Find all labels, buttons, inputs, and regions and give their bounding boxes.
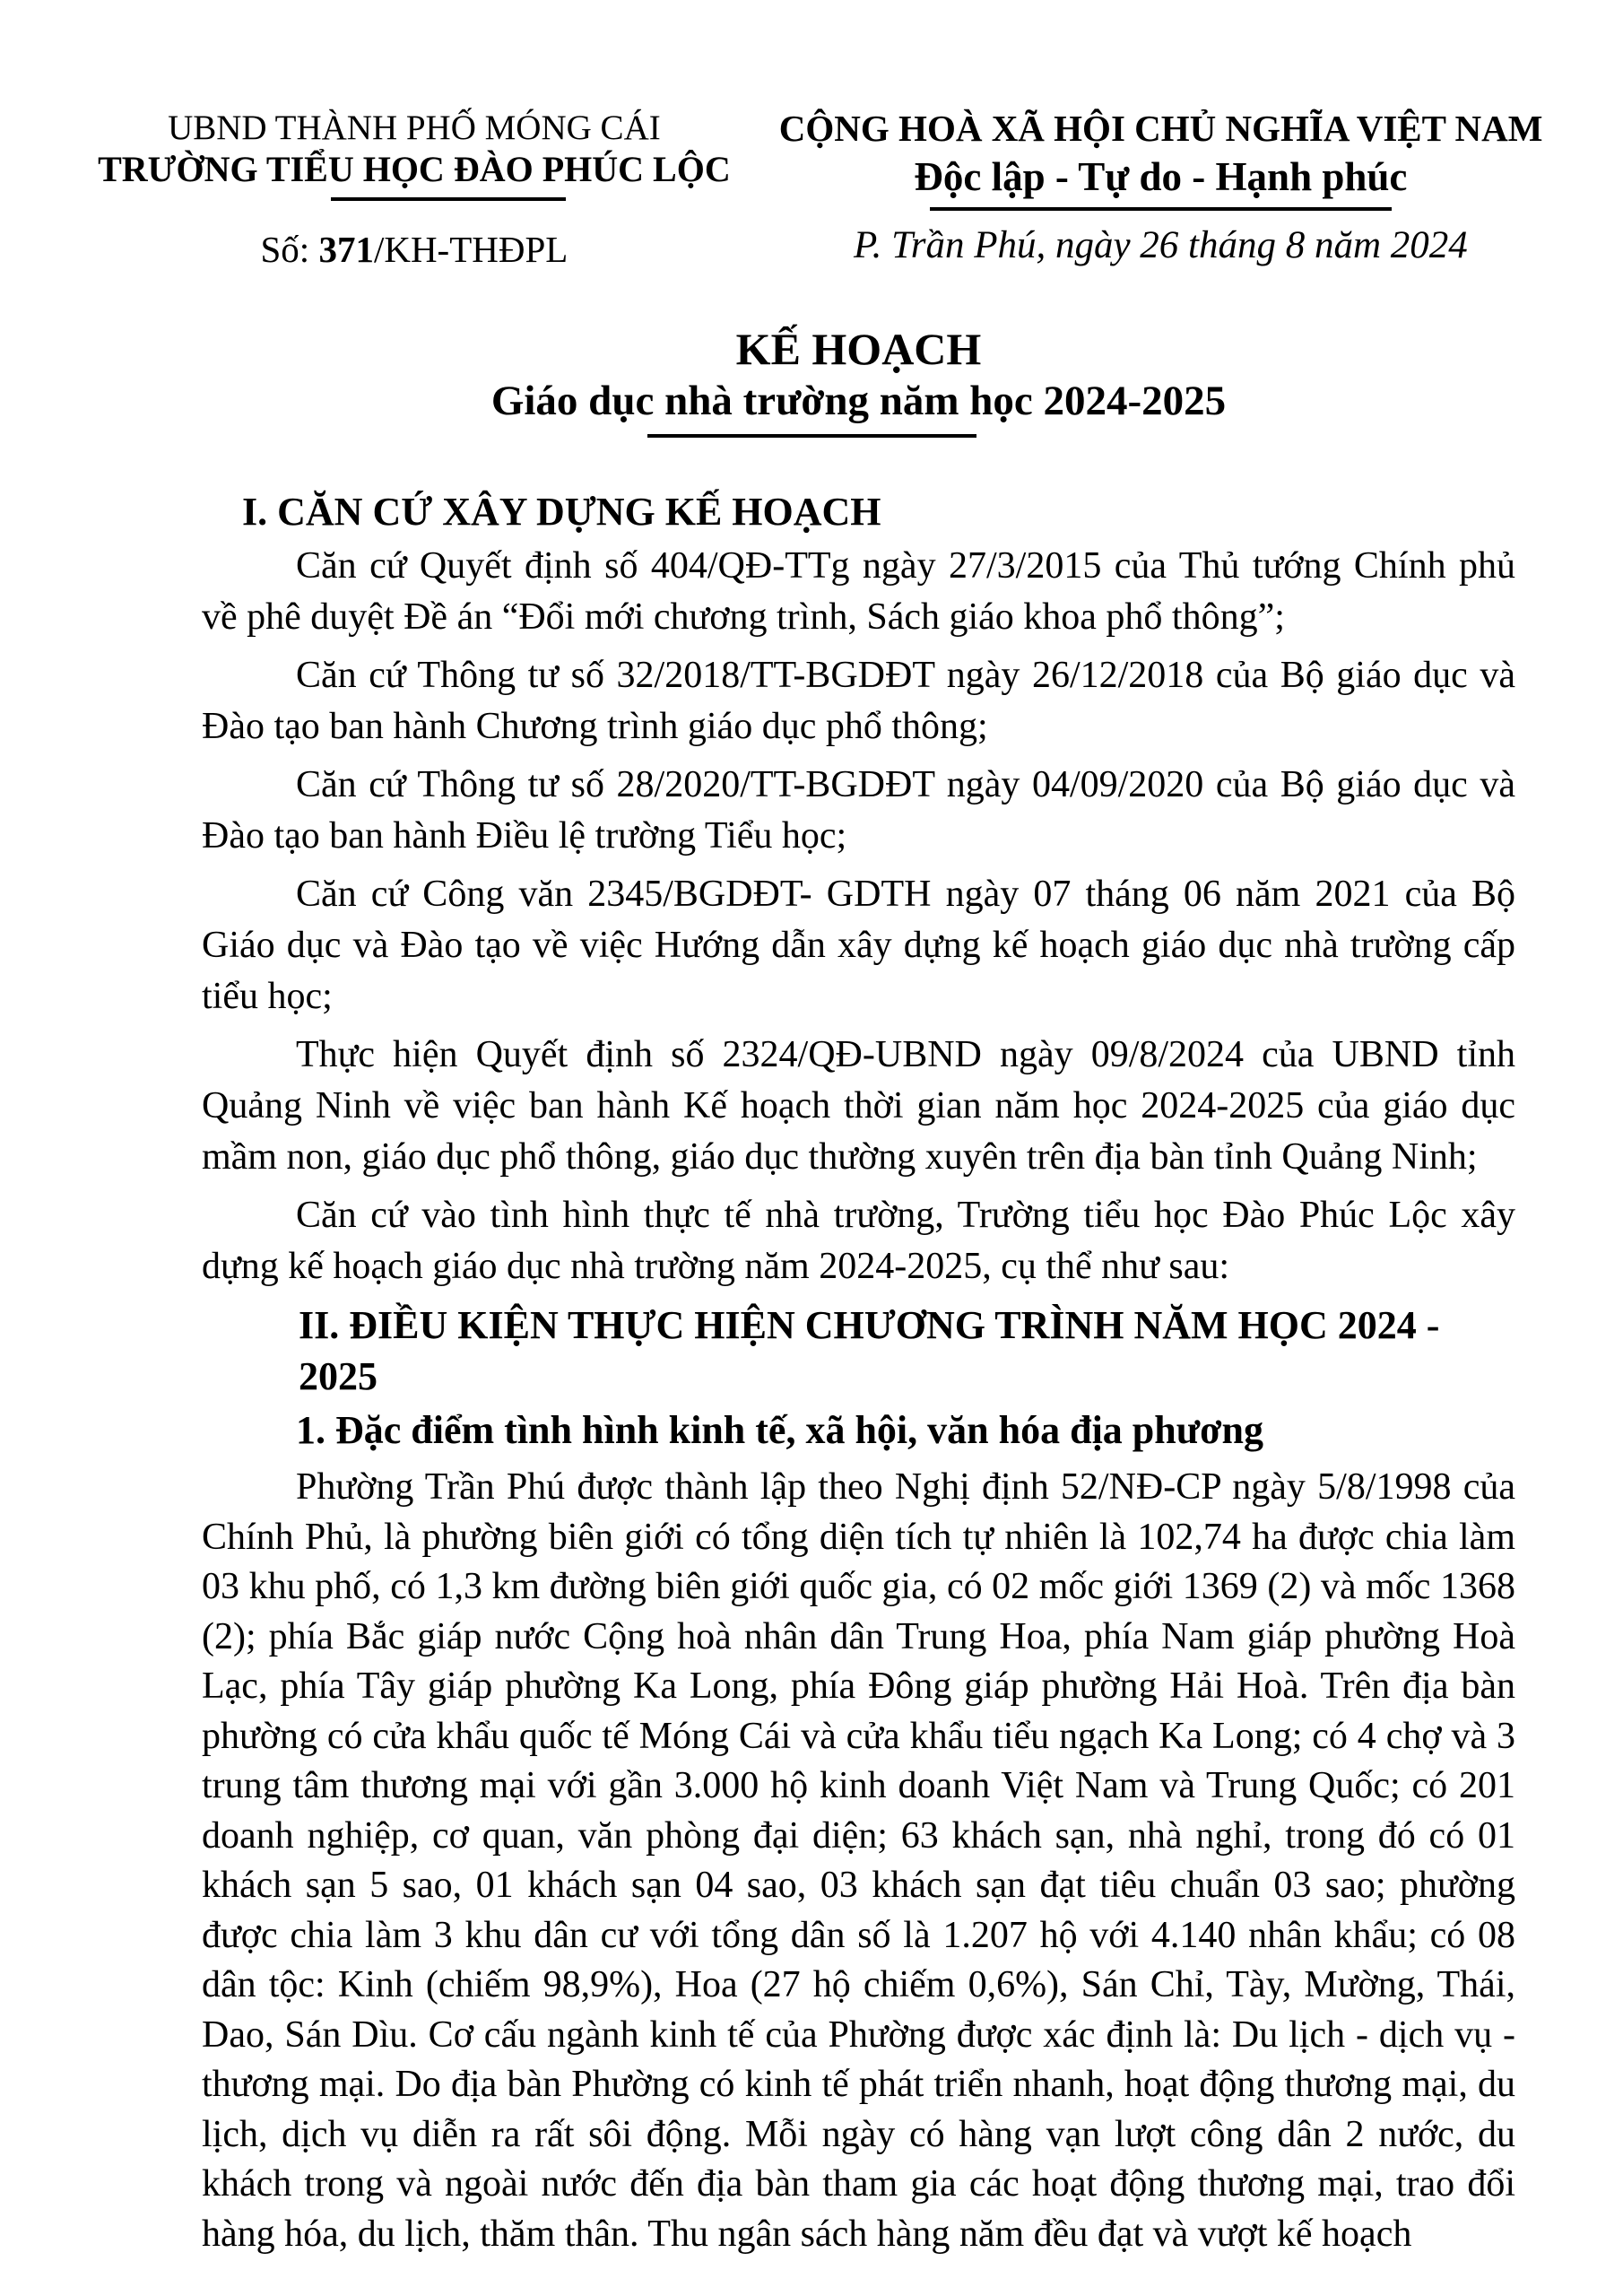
legal-basis-paragraph: Căn cứ Công văn 2345/BGDĐT- GDTH ngày 07 tháng 06 năm 2021 của Bộ Giáo dục và Đào tạo về việc Hướng dẫn xây dựng kế hoạch giáo dục nhà trường cấp tiểu học; [202,874,1515,1017]
local-context-paragraph: Phường Trần Phú được thành lập theo Nghị định 52/NĐ-CP ngày 5/8/1998 của Chính Phủ, là phường biên giới có tổng diện tích tự nhiên là 102,74 ha được chia làm 03 khu phố, có 1,3 km đường biên giới quốc gia, có 02 mốc giới 1369 (2) và mốc 1368 (2); phía Bắc giáp nước Cộng hoà nhân dân Trung Hoa, phía Nam giáp phường Hoà Lạc, phía Tây giáp phường Ka Long, phía Đông giáp phường Hải Hoà. Trên địa bàn phường có cửa khẩu quốc tế Móng Cái và cửa khẩu tiểu ngạch Ka Long; có 4 chợ và 3 trung tâm thương mại với gần 3.000 hộ kinh doanh Việt Nam và Trung Quốc; có 201 doanh nghiệp, cơ quan, văn phòng đại diện; 63 khách sạn, nhà nghỉ, trong đó có 01 khách sạn 5 sao, 01 khách sạn 04 sao, 03 khách sạn đạt tiêu chuẩn 03 sao; phường được chia làm 3 khu dân cư với tổng dân số là 1.207 hộ với 4.140 nhân khẩu; có 08 dân tộc: Kinh (chiếm 98,9%), Hoa (27 hộ chiếm 0,6%), Sán Chỉ, Tày, Mường, Thái, Dao, Sán Dìu. Cơ cấu ngành kinh tế của Phường được xác định là: Du lịch - dịch vụ - thương mại. Do địa bàn Phường có kinh tế phát triển nhanh, hoạt động thương mại, du lịch, dịch vụ diễn ra rất sôi động. Mỗi ngày có hàng vạn lượt công dân 2 nước, du khách trong và ngoài nước đến địa bàn tham gia các hoạt động thương mại, trao đổi hàng hóa, du lịch, thăm thân. Thu ngân sách hàng năm đều đạt và vượt kế hoạch [202,1466,1515,2255]
title-underline [647,434,976,438]
legal-basis-paragraph: Căn cứ Thông tư số 32/2018/TT-BGDĐT ngày 26/12/2018 của Bộ giáo dục và Đào tạo ban hành Chương trình giáo dục phổ thông; [202,655,1515,747]
legal-basis-paragraph: Căn cứ Thông tư số 28/2020/TT-BGDĐT ngày 04/09/2020 của Bộ giáo dục và Đào tạo ban hành Điều lệ trường Tiểu học; [202,764,1515,857]
document-subtitle: Giáo dục nhà trường năm học 2024-2025 [490,378,1227,424]
org-underline [331,197,566,201]
document-body [202,323,1515,2259]
subsection-1-heading: 1. Đặc điểm tình hình kinh tế, xã hội, văn hóa địa phương [296,1408,1263,1452]
legal-basis-paragraph: Căn cứ vào tình hình thực tế nhà trường, Trường tiểu học Đào Phúc Lộc xây dựng kế hoạch giáo dục nhà trường năm 2024-2025, cụ thể như sau: [202,1195,1515,1287]
issuing-org-parent: UBND THÀNH PHỐ MÓNG CÁI [168,109,661,147]
doc-number-suffix: /KH-THĐPL [373,229,568,270]
national-title: CỘNG HOÀ XÃ HỘI CHỦ NGHĨA VIỆT NAM [778,108,1543,149]
motto-underline [930,207,1392,211]
document-header [0,108,1623,271]
issuing-org-block [0,108,779,271]
national-motto-block [779,108,1623,271]
legal-basis-paragraph: Căn cứ Quyết định số 404/QĐ-TTg ngày 27/3/2015 của Thủ tướng Chính phủ về phê duyệt Đề án “Đổi mới chương trình, Sách giáo khoa phổ thông”; [202,545,1515,638]
doc-number-value: 371 [318,229,374,270]
place-date-line: P. Trần Phú, ngày 26 tháng 8 năm 2024 [853,224,1468,266]
national-motto: Độc lập - Tự do - Hạnh phúc [914,154,1408,199]
section-1-heading: I. CĂN CỨ XÂY DỰNG KẾ HOẠCH [242,490,881,534]
doc-number-prefix: Số: [260,229,319,270]
section-2-heading: II. ĐIỀU KIỆN THỰC HIỆN CHƯƠNG TRÌNH NĂM HỌC 2024 - 2025 [299,1303,1440,1398]
document-title-block [202,323,1515,438]
document-title: KẾ HOẠCH [735,324,982,374]
legal-basis-paragraph: Thực hiện Quyết định số 2324/QĐ-UBND ngày 09/8/2024 của UBND tỉnh Quảng Ninh về việc ban hành Kế hoạch thời gian năm học 2024-2025 của giáo dục mầm non, giáo dục phổ thông, giáo dục thường xuyên trên địa bàn tỉnh Quảng Ninh; [202,1034,1515,1178]
issuing-org-name: TRƯỜNG TIỂU HỌC ĐÀO PHÚC LỘC [98,149,731,189]
doc-number [49,228,779,271]
